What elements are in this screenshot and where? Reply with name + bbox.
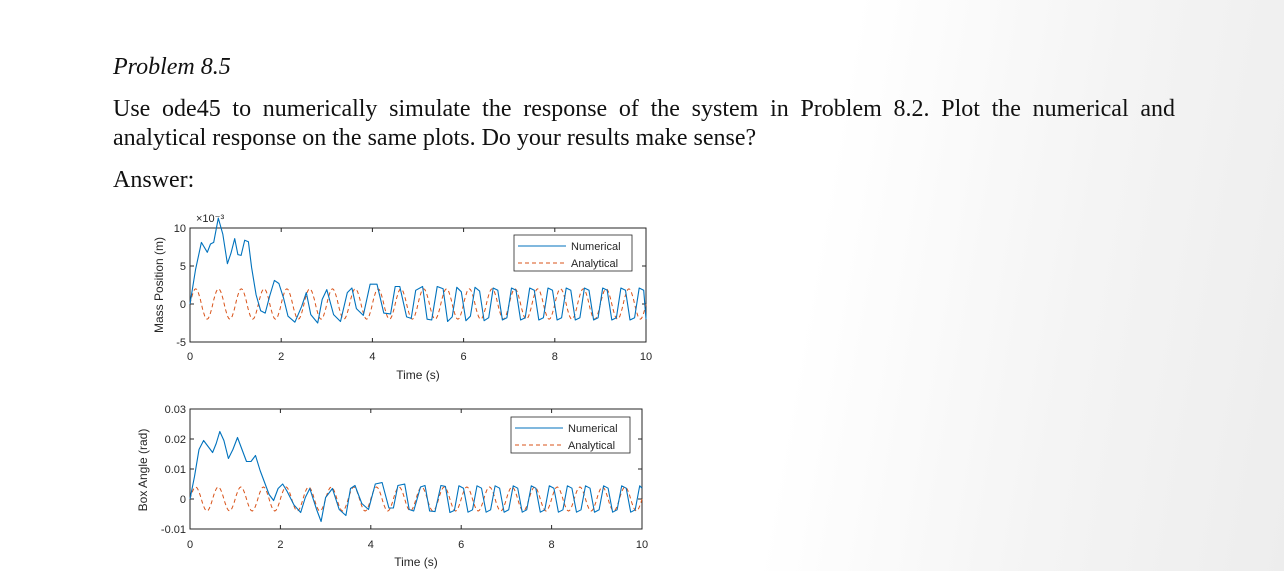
y-tick-label: 0 — [179, 494, 186, 506]
y-axis-label: Box Angle (rad) — [136, 428, 150, 512]
y-tick-label: 0.02 — [164, 434, 186, 446]
x-tick-label: 6 — [460, 351, 467, 363]
x-axis-label: Time (s) — [396, 368, 440, 382]
y-tick-label: -5 — [176, 337, 186, 349]
x-tick-label: 8 — [551, 351, 558, 363]
y-axis-label: Mass Position (m) — [152, 236, 166, 334]
legend-numerical-label: Numerical — [571, 241, 621, 253]
x-tick-label: 0 — [186, 351, 194, 363]
legend — [511, 417, 630, 453]
box-angle-chart — [136, 404, 648, 569]
x-tick-label: 4 — [369, 351, 376, 363]
y-tick-label: 0 — [179, 299, 186, 311]
y-tick-label: -0.01 — [160, 524, 186, 536]
answer-label: Answer: — [113, 167, 195, 193]
x-tick-label: 2 — [278, 351, 285, 363]
legend-analytical-label: Analytical — [571, 258, 619, 270]
x-tick-label: 0 — [186, 539, 194, 551]
x-tick-label: 8 — [548, 539, 555, 551]
x-tick-label: 4 — [367, 539, 374, 551]
x-axis-label: Time (s) — [394, 555, 438, 569]
y-tick-label: 10 — [173, 223, 186, 235]
x-tick-label: 6 — [458, 539, 465, 551]
y-tick-label: 0.03 — [164, 404, 186, 416]
x-tick-label: 10 — [635, 539, 649, 551]
legend-numerical-label: Numerical — [568, 423, 618, 435]
y-tick-labels — [174, 223, 186, 349]
x-tick-labels — [187, 539, 648, 551]
legend-analytical-label: Analytical — [568, 440, 616, 452]
x-tick-label: 10 — [639, 351, 653, 363]
legend — [514, 235, 632, 271]
y-tick-label: 5 — [179, 261, 186, 273]
x-tick-label: 2 — [277, 539, 284, 551]
problem-statement: Use ode45 to numerically simulate the response of the system in Problem 8.2. Plot the numerical and analytical response on the same plots. Do your results make sense? — [113, 96, 1175, 151]
y-tick-labels — [161, 404, 186, 536]
x-tick-labels — [187, 351, 652, 363]
y-exponent-label: ×10⁻³ — [196, 213, 225, 225]
mass-position-chart — [152, 213, 652, 382]
y-tick-label: 0.01 — [164, 464, 186, 476]
problem-title: Problem 8.5 — [113, 54, 231, 80]
